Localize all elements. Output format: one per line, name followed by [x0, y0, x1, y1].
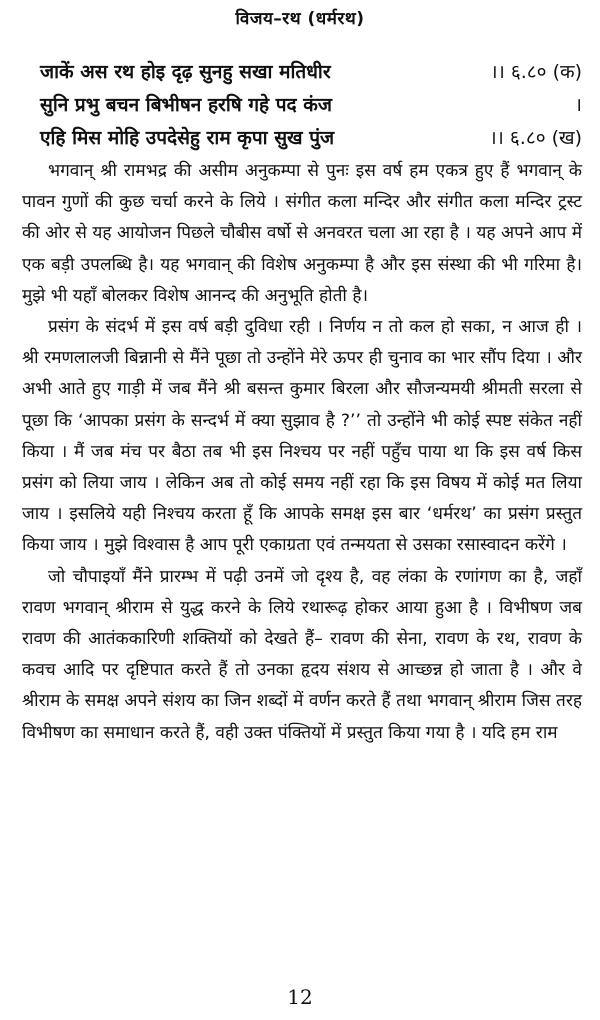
verse-block: [40, 56, 582, 155]
verse-line: [40, 56, 582, 89]
verse-text: सुनि प्रभु बचन बिभीषन हरषि गहे पद कंज: [40, 94, 332, 116]
verse-reference: ।: [574, 94, 582, 116]
paragraph: भगवान् श्री रामभद्र की असीम अनुकम्पा से पुनः इस वर्ष हम एकत्र हुए हैं भगवान् के पावन गुणों की कुछ चर्चा करने के लिये । संगीत कला मन्दिर और संगीत कला मन्दिर ट्रस्ट की ओर से यह आयोजन पिछले चौबीस वर्षो से अनवरत चला आ रहा है । यह अपने आप में एक बड़ी उपलब्धि है। यह भगवान् की विशेष अनुकम्पा है और इस संस्था की भी गरिमा है। मुझे भी यहाँ बोलकर विशेष आनन्द की अनुभूति होती है।: [22, 161, 582, 306]
verse-reference: ।। ६.८० (क): [490, 61, 582, 83]
paragraph: प्रसंग के संदर्भ में इस वर्ष बड़ी दुविधा रही । निर्णय न तो कल हो सका, न आज ही । श्री रमणलालजी बिन्नानी से मैंने पूछा तो उन्होंने मेरे ऊपर ही चुनाव का भार सौंप दिया । और अभी आते हुए गाड़ी में जब मैंने श्री बसन्त कुमार बिरला और सौजन्यमयी श्रीमती सरला से पूछा कि ‘आपका प्रसंग के सन्दर्भ में क्या सुझाव है ?’’ तो उन्होंने भी कोई स्पष्ट संकेत नहीं किया । मैं जब मंच पर बैठा तब भी इस निश्चय पर नहीं पहुँच पाया था कि इस वर्ष किस प्रसंग को लिया जाय । लेकिन अब तो कोई समय नहीं रहा कि इस विषय में कोई मत लिया जाय । इसलिये यही निश्चय करता हूँ कि आपके समक्ष इस बार ‘धर्मरथ’ का प्रसंग प्रस्तुत किया जाय । मुझे विश्वास है आप पूरी एकाग्रता एवं तन्मयता से उसका रसास्वादन करेंगे ।: [22, 317, 582, 556]
running-title: विजय–रथ (धर्मरथ): [235, 9, 365, 29]
page-number: 12: [287, 985, 313, 1009]
verse-text: एहि मिस मोहि उपदेसेहु राम कृपा सुख पुंज: [40, 127, 335, 149]
verse-reference: ।। ६.८० (ख): [489, 127, 582, 149]
verse-text: जाकें अस रथ होइ दृढ़ सुनहु सखा मतिधीर: [40, 61, 331, 83]
verse-line: [40, 89, 582, 122]
verse-line: [40, 122, 582, 155]
paragraph: जो चौपाइयाँ मैंने प्रारम्भ में पढ़ी उनमें जो दृश्य है, वह लंका के रणांगण का है, जहाँ रावण भगवान् श्रीराम से युद्ध करने के लिये रथारूढ़ होकर आया हुआ है । विभीषण जब रावण की आतंककारिणी शक्तियों को देखते हैं– रावण की सेना, रावण के रथ, रावण के कवच आदि पर दृष्टिपात करते हैं तो उनका हृदय संशय से आच्छन्न हो जाता है । और वे श्रीराम के समक्ष अपने संशय का जिन शब्दों में वर्णन करते हैं तथा भगवान् श्रीराम जिस तरह विभीषण का समाधान करते हैं, वही उक्त पंक्तियों में प्रस्तुत किया गया है । यदि हम राम: [22, 566, 582, 743]
body-text: [22, 156, 582, 749]
